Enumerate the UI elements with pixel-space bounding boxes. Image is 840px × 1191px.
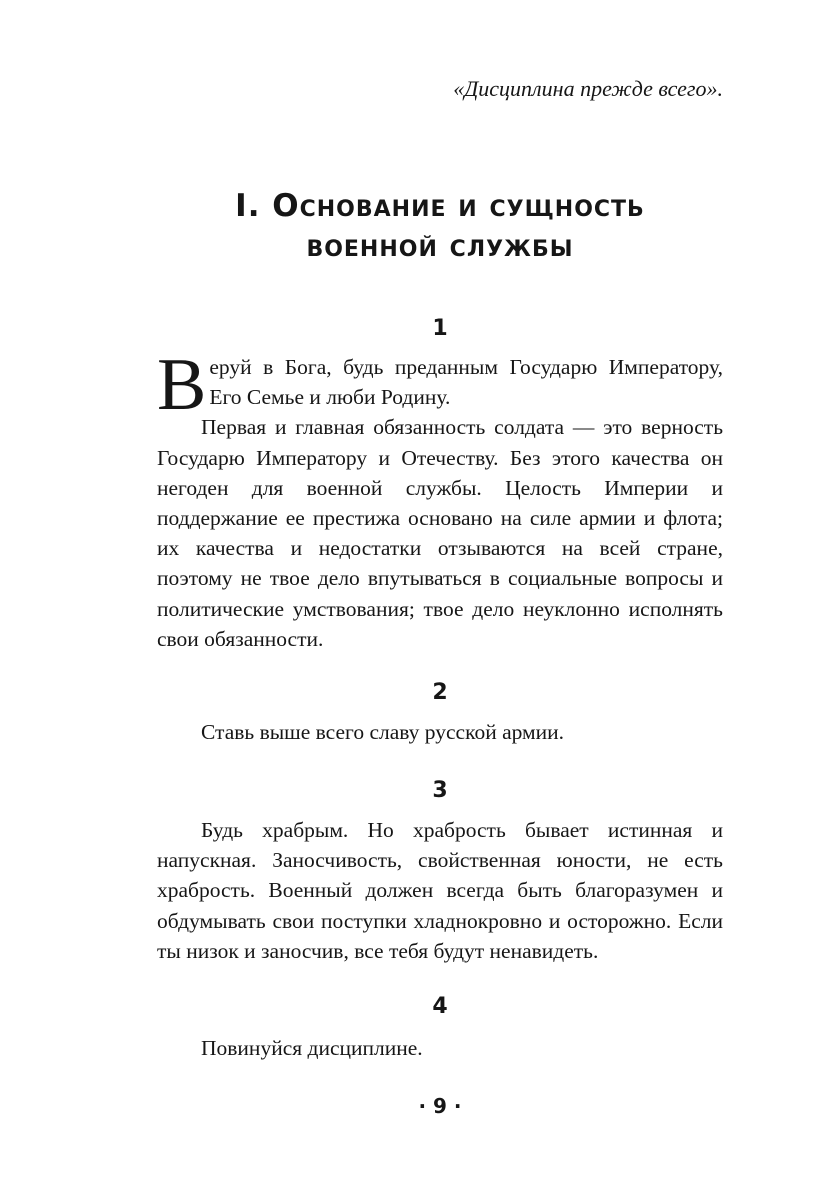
section-3-text <box>157 815 723 966</box>
drop-cap: В <box>157 344 207 426</box>
section-number-4: 4 <box>432 994 448 1019</box>
section-1-paragraph-1 <box>157 344 723 426</box>
book-page <box>157 0 723 1191</box>
section-4-paragraph: Повинуйся дисциплине. <box>201 1036 423 1060</box>
section-2-paragraph: Ставь выше всего славу русской армии. <box>201 720 565 744</box>
epigraph: «Дисциплина прежде всего». <box>453 76 723 101</box>
chapter-title <box>137 186 743 266</box>
chapter-title-line-1: I. Основание и сущность <box>235 188 645 224</box>
section-number-3: 3 <box>432 778 448 803</box>
section-1-text <box>157 344 723 654</box>
section-1-paragraph-1-text: еруй в Бога, будь преданным Государю Императору, Его Семье и люби Родину. <box>209 355 723 410</box>
chapter-title-line-2: военной службы <box>306 228 574 264</box>
section-2-text <box>157 717 723 747</box>
page-number: · 9 · <box>418 1094 462 1118</box>
section-3-paragraph: Будь храбрым. Но храбрость бывает истинная и напускная. Заносчивость, свойственная юности, не есть храбрость. Военный должен всегда быть благоразумен и обдумывать свои поступки хладнокровно и осторожно. Если ты низок и заносчив, все тебя будут ненавидеть. <box>157 818 723 963</box>
section-number-1: 1 <box>432 316 448 341</box>
section-4-text <box>157 1033 723 1063</box>
section-1-paragraph-2: Первая и главная обязанность солдата — это верность Государю Императору и Отечеству. Без этого качества он негоден для военной службы. Целость Империи и поддержание ее престижа основано на силе армии и флота; их качества и недостатки отзываются на всей стране, поэтому не твое дело впутываться в социальные вопросы и политические умствования; твое дело неуклонно исполнять свои обязанности. <box>157 415 723 651</box>
section-number-2: 2 <box>432 680 448 705</box>
